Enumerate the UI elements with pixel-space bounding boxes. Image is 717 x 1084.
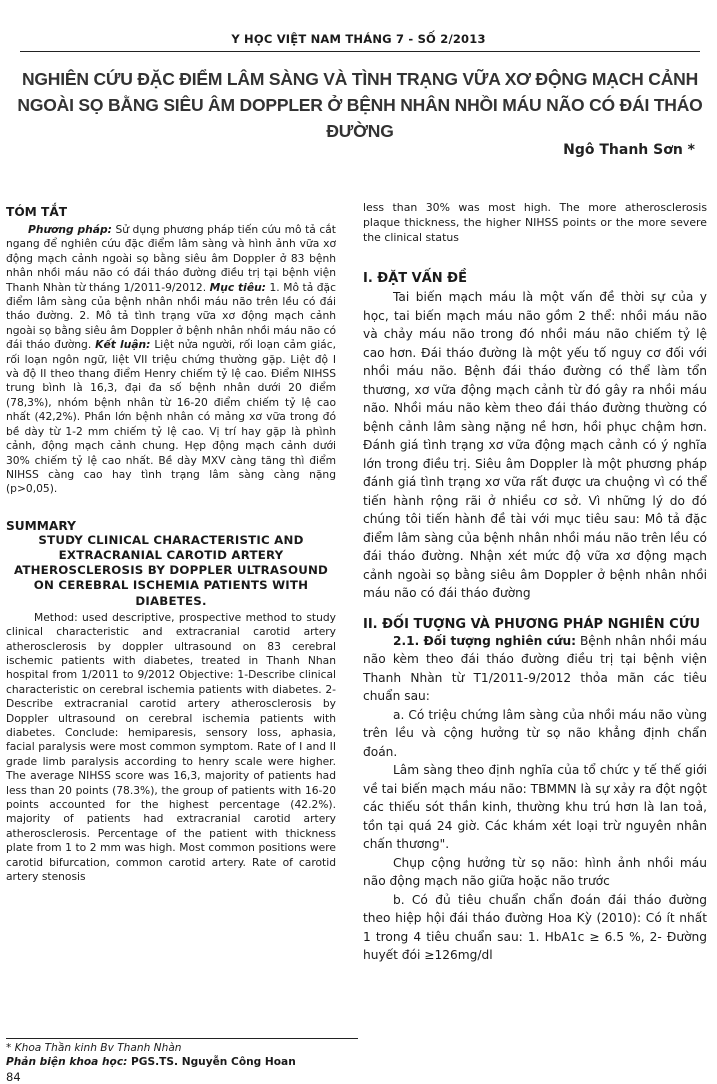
label-muc-tieu: Mục tiêu:	[209, 280, 266, 294]
section-2-heading: II. ĐỐI TƯỢNG VÀ PHƯƠNG PHÁP NGHIÊN CỨU	[363, 616, 701, 632]
reviewer-label: Phản biện khoa học:	[6, 1056, 128, 1068]
header-rule	[20, 51, 700, 52]
article-title	[10, 66, 710, 144]
footnote-reviewer	[6, 1056, 296, 1068]
left-column	[6, 205, 336, 884]
summary-continued: less than 30% was most high. The more atherosclerosis plaque thickness, the higher NIHSS points or the more severe the clinical status	[363, 201, 707, 244]
mri-criterion: Chụp cộng hưởng từ sọ não: hình ảnh nhồi máu não động mạch não giữa hoặc não trước	[363, 855, 707, 888]
tomtat-heading: TÓM TẮT	[6, 205, 68, 219]
footnote-rule	[6, 1038, 358, 1039]
clinical-definition: Lâm sàng theo định nghĩa của tổ chức y tế thế giới về tai biến mạch máu não: TBMMN là sự xảy ra đột ngột các thiếu sót thần kinh, thường khu trú hơn là lan toả, tồn tại quá 24 giờ. Các khám xét loại trừ nguyên nhân chấn thương".	[363, 763, 707, 851]
title-line-1: NGHIÊN CỨU ĐẶC ĐIỂM LÂM SÀNG VÀ TÌNH TRẠNG VỮA XƠ ĐỘNG MẠCH CẢNH	[21, 69, 699, 89]
summary-body: Method: used descriptive, prospective method to study clinical characteristic and extracranial carotid artery atherosclerosis by doppler ultrasound on 83 cerebral ischemic patients with diabetes, treated in Thanh Nhan hospital from 1/2011 to 9/2012 Objective: 1-Describe clinical characteristic on cerebral ischemia patients with diabetes. 2-Describe extracranial carotid artery atherosclerosis by Doppler ultrasound on cerebral ischemia patients with diabetes. Conclude: hemiparesis, sensory loss, aphasia, facial paralysis were most common symptom. Rate of I and II grade limb paralysis according to henry scale were higher. The average NIHSS score was 16,3, majority of patients had less than 20 points (78.3%), the group of patients with 16-20 points accounted for the highest percentage (42.2%). majority of patients had extracranial carotid artery atherosclerosis. Percentage of the patient with thickness plate from 1 to 2 mm was high. Most common positions were carotid bifurcation, common carotid artery. Rate of carotid artery stenosis	[6, 610, 336, 884]
summary-title-line: DIABETES.	[135, 593, 207, 608]
summary-title-line: ON CEREBRAL ISCHEMIA PATIENTS WITH	[33, 578, 309, 593]
subsection-2-1-text: Bệnh nhân nhồi máu não kèm theo đái tháo đường điều trị tại bệnh viện Thanh Nhàn từ T1/2011-9/2012 thỏa mãn các tiêu chuẩn sau:	[363, 633, 707, 703]
title-line-2: NGOÀI SỌ BẰNG SIÊU ÂM DOPPLER Ở BỆNH NHÂN NHỒI MÁU NÃO CÓ ĐÁI THÁO ĐƯỜNG	[17, 95, 703, 141]
summary-title-line: EXTRACRANIAL CAROTID ARTERY	[58, 547, 284, 562]
tomtat-mt-text: 1. Mô tả đặc điểm lâm sàng của bệnh nhân nhồi máu não trên lều có đái tháo đường. 2. Mô tả tình trạng vữa xơ động mạch cảnh ngoài sọ bằng siêu âm Doppler ở bệnh nhân nhồi máu não có đái tháo đường.	[6, 280, 336, 352]
criterion-a: a. Có triệu chứng lâm sàng của nhồi máu não vùng trên lều và cộng hưởng từ sọ não khẳng định chẩn đoán.	[363, 707, 707, 759]
section-1-heading: I. ĐẶT VẤN ĐỀ	[363, 271, 467, 286]
right-column	[363, 200, 707, 965]
label-ket-luan: Kết luận:	[95, 338, 151, 352]
label-phuong-phap: Phương pháp:	[28, 223, 112, 236]
criterion-b: b. Có đủ tiêu chuẩn chẩn đoán đái tháo đường theo hiệp hội đái tháo đường Hoa Kỳ (2010): Có ít nhất 1 trong 4 tiêu chuẩn sau: 1. HbA1c ≥ 6.5 %, 2- Đường huyết đói ≥126mg/dl	[363, 892, 707, 962]
journal-header: Y HỌC VIỆT NAM THÁNG 7 - SỐ 2/2013	[231, 32, 486, 46]
summary-title	[6, 533, 336, 609]
author: Ngô Thanh Sơn *	[563, 142, 695, 158]
subsection-2-1-label: 2.1. Đối tượng nghiên cứu:	[393, 633, 577, 648]
section-1-body: Tai biến mạch máu là một vấn đề thời sự của y học, tai biến mạch máu não gồm 2 thể: nhồi máu não và chảy máu não trong đó nhồi máu não chiếm tỷ lệ cao hơn. Đái tháo đường là một yếu tố nguy cơ đối với nhồi máu não. Bệnh đái tháo đường có thể làm tổn thương, xơ vữa động mạch cảnh từ đó gây ra nhồi máu não. Nhồi máu não kèm theo đái tháo đường thường có bệnh cảnh lâm sàng nặng nề hơn, hồi phục chậm hơn. Đánh giá tình trạng xơ vữa động mạch cảnh có ý nghĩa lớn trong điều trị. Siêu âm Doppler là một phương pháp đánh giá tình trạng xơ vữa rất được ưa chuộng vì có thể tiến hành rộng rãi ở nhiều cơ sở. Vì những lý do đó chúng tôi tiến hành đề tài với mục tiêu sau: Mô tả đặc điểm lâm sàng của bệnh nhân nhồi máu não trên lều có đái tháo đường. Nhận xét mức độ vữa xơ động mạch cảnh ngoài sọ bằng siêu âm Doppler ở bệnh nhân nhồi máu não có đái tháo đường	[363, 290, 707, 600]
tomtat-pp-text: Sử dụng phương pháp tiến cứu mô tả cắt ngang để nghiên cứu đặc điểm lâm sàng và hình ảnh vữa xơ động mạch cảnh ngoài sọ bằng siêu âm Doppler ở 83 bệnh nhân nhồi máu não có đái tháo đường điều trị tại bệnh viện Thanh Nhàn từ tháng 1/2011-9/2012.	[6, 223, 336, 294]
summary-title-line: ATHEROSCLEROSIS BY DOPPLER ULTRASOUND	[13, 563, 329, 578]
tomtat-kl-text: Liệt nửa người, rối loạn cảm giác, rối loạn ngôn ngữ, liệt VII triệu chứng thường gặp. Liệt độ I và độ II theo thang điểm Henry chiếm tỷ lệ cao. Điểm NIHSS trung bình là 16,3, đại đa số bệnh nhân dưới 20 điểm (78,3%), nhóm bệnh nhân từ 16-20 điểm chiếm tỷ lệ cao nhất (42,2%). Phần lớn bệnh nhân có mảng xơ vữa trong đó bề dày từ 1-2 mm chiếm tỷ lệ cao. Vị trí hay gặp là phình cảnh, động mạch cảnh chung. Hẹp động mạch cảnh dưới 30% chiếm tỷ lệ cao nhất. Bề dày MXV càng tăng thì điểm NIHSS càng cao hay tình trạng lâm sàng càng nặng (p>0,05).	[6, 338, 336, 496]
section-2-1	[363, 632, 707, 706]
tomtat-body	[6, 223, 336, 497]
summary-title-line: STUDY CLINICAL CHARACTERISTIC AND	[38, 532, 304, 547]
page-number: 84	[6, 1070, 21, 1084]
footnote-affiliation: * Khoa Thần kinh Bv Thanh Nhàn	[6, 1042, 182, 1054]
reviewer-name: PGS.TS. Nguyễn Công Hoan	[127, 1056, 296, 1068]
summary-heading: SUMMARY	[6, 518, 76, 533]
